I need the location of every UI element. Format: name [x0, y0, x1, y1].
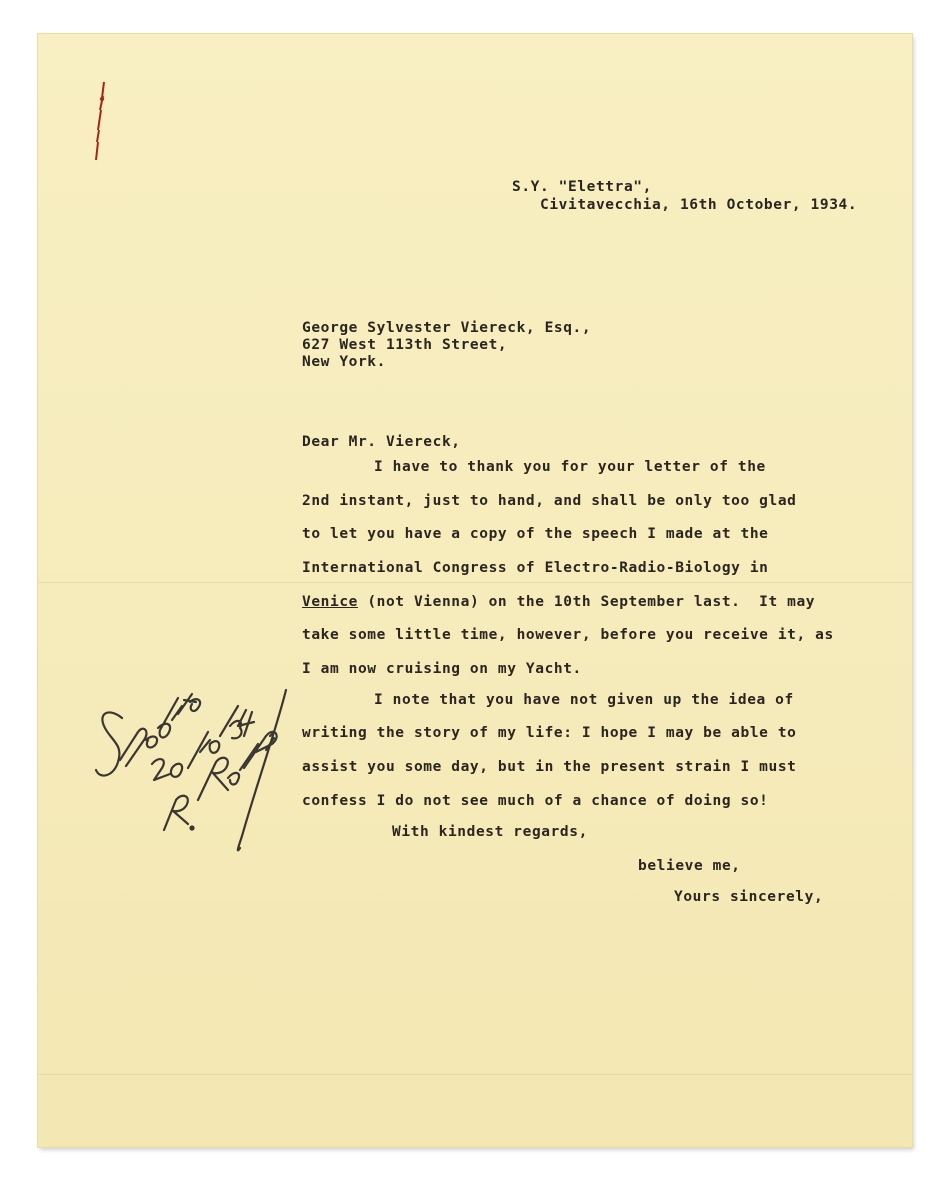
body-line: I note that you have not given up the idea of [374, 692, 794, 708]
heading-vessel: S.Y. "Elettra", [512, 179, 652, 195]
body-line: 2nd instant, just to hand, and shall be only too glad [302, 493, 797, 509]
fold-line [38, 582, 912, 583]
underlined-word: Venice [302, 594, 358, 610]
handwritten-annotation [60, 640, 300, 880]
address-street: 627 West 113th Street, [302, 337, 508, 353]
body-line [302, 593, 815, 611]
body-line: take some little time, however, before you receive it, as [302, 627, 834, 643]
body-line: writing the story of my life: I hope I may be able to [302, 725, 797, 741]
body-line: I am now cruising on my Yacht. [302, 661, 582, 677]
body-line-rest: (not Vienna) on the 10th September last. It may [357, 594, 816, 610]
heading-place-date: Civitavecchia, 16th October, 1934. [540, 197, 858, 213]
body-line: assist you some day, but in the present strain I must [302, 759, 797, 775]
closing-believe: believe me, [638, 858, 741, 874]
address-city: New York. [302, 354, 386, 370]
body-line: International Congress of Electro-Radio-Biology in [302, 560, 769, 576]
address-name: George Sylvester Viereck, Esq., [302, 320, 592, 336]
fold-line [38, 1074, 912, 1075]
body-line: I have to thank you for your letter of the [374, 459, 766, 475]
body-line: to let you have a copy of the speech I made at the [302, 526, 769, 542]
closing-regards: With kindest regards, [392, 824, 588, 840]
closing-sincerely: Yours sincerely, [674, 889, 824, 905]
body-line: confess I do not see much of a chance of doing so! [302, 793, 769, 809]
salutation: Dear Mr. Viereck, [302, 434, 461, 450]
red-ink-mark [95, 80, 107, 165]
